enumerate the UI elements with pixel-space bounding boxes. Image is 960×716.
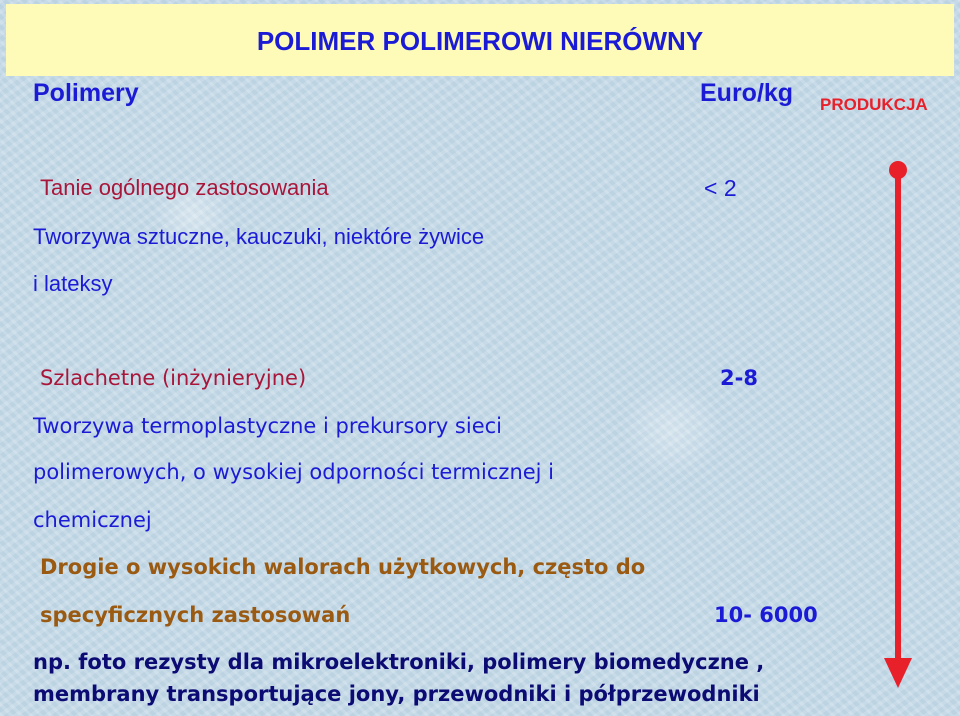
title-banner xyxy=(6,4,954,76)
category-premium-line-1: Drogie o wysokich walorach użytkowych, często do xyxy=(40,555,646,579)
examples-line-1: np. foto rezysty dla mikroelektroniki, polimery biomedyczne , xyxy=(33,650,765,674)
category-cheap: Tanie ogólnego zastosowania xyxy=(40,175,329,200)
page-title: POLIMER POLIMEROWI NIERÓWNY xyxy=(256,26,704,56)
production-arrow-icon xyxy=(880,158,916,692)
price-engineering: 2-8 xyxy=(720,366,758,390)
description-engineering-line-1: Tworzywa termoplastyczne i prekursory sieci xyxy=(33,414,503,438)
price-premium: 10- 6000 xyxy=(714,603,818,627)
description-engineering-line-3: chemicznej xyxy=(33,508,152,532)
description-cheap-line-2: i lateksy xyxy=(33,271,113,296)
description-cheap-line-1: Tworzywa sztuczne, kauczuki, niektóre żywice xyxy=(33,224,485,249)
header-production: PRODUKCJA xyxy=(820,95,928,114)
category-engineering: Szlachetne (inżynieryjne) xyxy=(40,366,307,390)
category-premium-line-2: specyficznych zastosowań xyxy=(40,603,351,627)
description-engineering-line-2: polimerowych, o wysokiej odporności termicznej i xyxy=(33,460,555,484)
price-cheap: < 2 xyxy=(704,175,737,201)
header-euro-per-kg: Euro/kg xyxy=(700,79,794,107)
examples-line-2: membrany transportujące jony, przewodniki i półprzewodniki xyxy=(33,682,760,706)
header-polymers: Polimery xyxy=(33,79,139,107)
